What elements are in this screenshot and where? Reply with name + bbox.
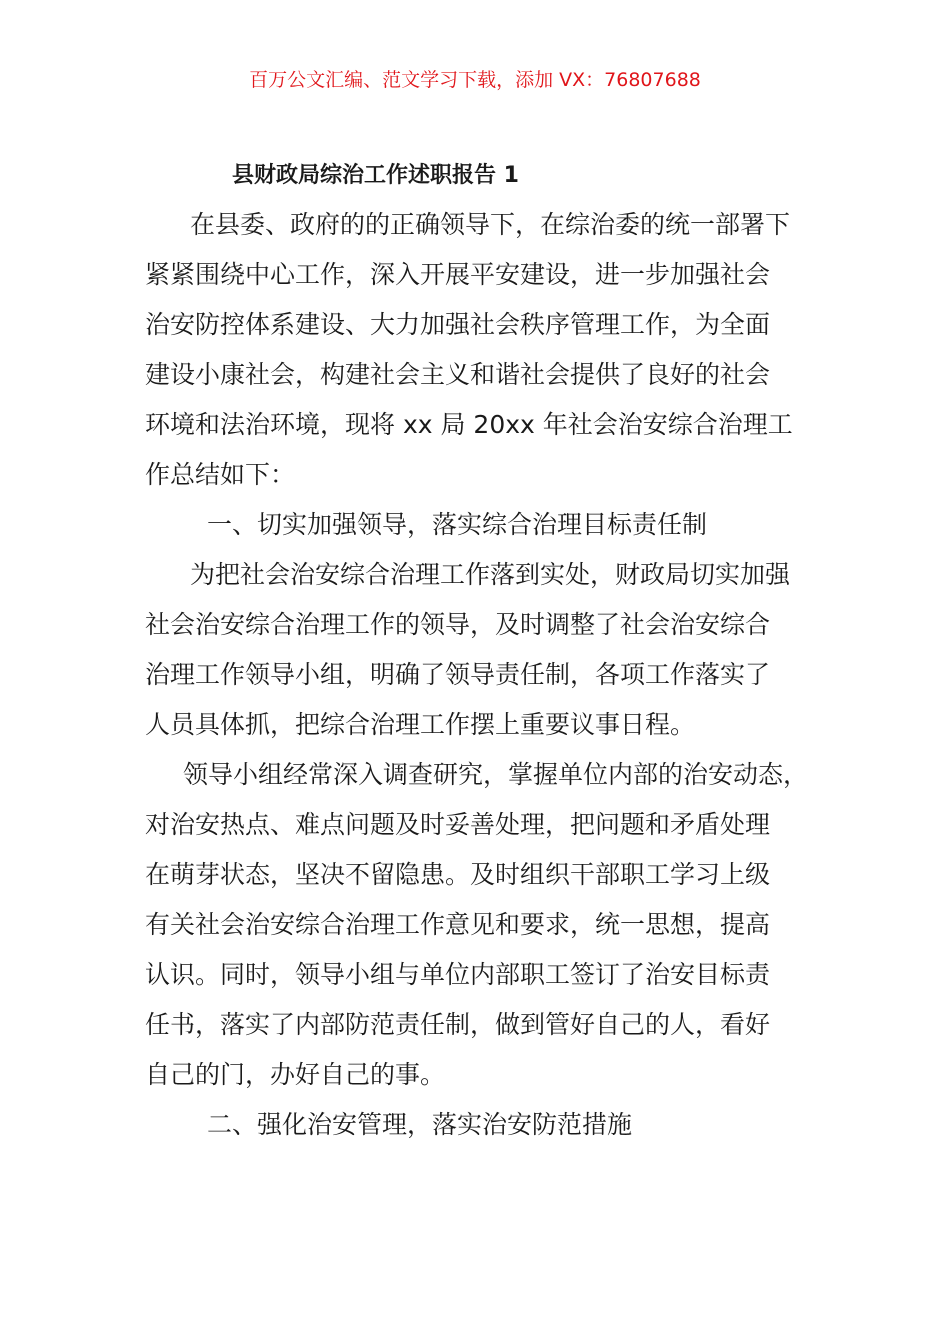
intro-paragraph	[145, 200, 810, 500]
intro-line: 环境和法治环境，现将 xx 局 20xx 年社会治安综合治理工	[145, 410, 793, 439]
paragraph-line: 领导小组经常深入调查研究，掌握单位内部的治安动态，	[183, 760, 809, 789]
intro-line: 作总结如下：	[145, 460, 296, 489]
intro-line: 建设小康社会，构建社会主义和谐社会提供了良好的社会	[145, 360, 771, 389]
paragraph-line: 为把社会治安综合治理工作落到实处，财政局切实加强	[190, 560, 791, 589]
section-heading-2: 二、强化治安管理，落实治安防范措施	[207, 1110, 633, 1139]
paragraph-line: 自己的门，办好自己的事。	[145, 1060, 446, 1089]
paragraph-line: 社会治安综合治理工作的领导，及时调整了社会治安综合	[145, 610, 771, 639]
paragraph-line: 有关社会治安综合治理工作意见和要求，统一思想，提高	[145, 910, 771, 939]
paragraph-line: 认识。同时，领导小组与单位内部职工签订了治安目标责	[145, 960, 771, 989]
intro-line: 在县委、政府的的正确领导下，在综治委的统一部署下	[190, 210, 791, 239]
paragraph-line: 治理工作领导小组，明确了领导责任制，各项工作落实了	[145, 660, 771, 689]
section-heading-1: 一、切实加强领导，落实综合治理目标责任制	[207, 510, 708, 539]
section1-paragraph-1	[145, 550, 810, 750]
intro-line: 紧紧围绕中心工作，深入开展平安建设，进一步加强社会	[145, 260, 771, 289]
intro-line: 治安防控体系建设、大力加强社会秩序管理工作，为全面	[145, 310, 771, 339]
paragraph-line: 对治安热点、难点问题及时妥善处理，把问题和矛盾处理	[145, 810, 771, 839]
paragraph-line: 任书，落实了内部防范责任制，做到管好自己的人，看好	[145, 1010, 771, 1039]
section1-paragraph-2	[145, 750, 845, 1100]
paragraph-line: 在萌芽状态，坚决不留隐患。及时组织干部职工学习上级	[145, 860, 771, 889]
page-title: 县财政局综治工作述职报告 1	[232, 163, 519, 188]
paragraph-line: 人员具体抓，把综合治理工作摆上重要议事日程。	[145, 710, 696, 739]
watermark-header: 百万公文汇编、范文学习下载，添加 VX：76807688	[249, 69, 701, 91]
